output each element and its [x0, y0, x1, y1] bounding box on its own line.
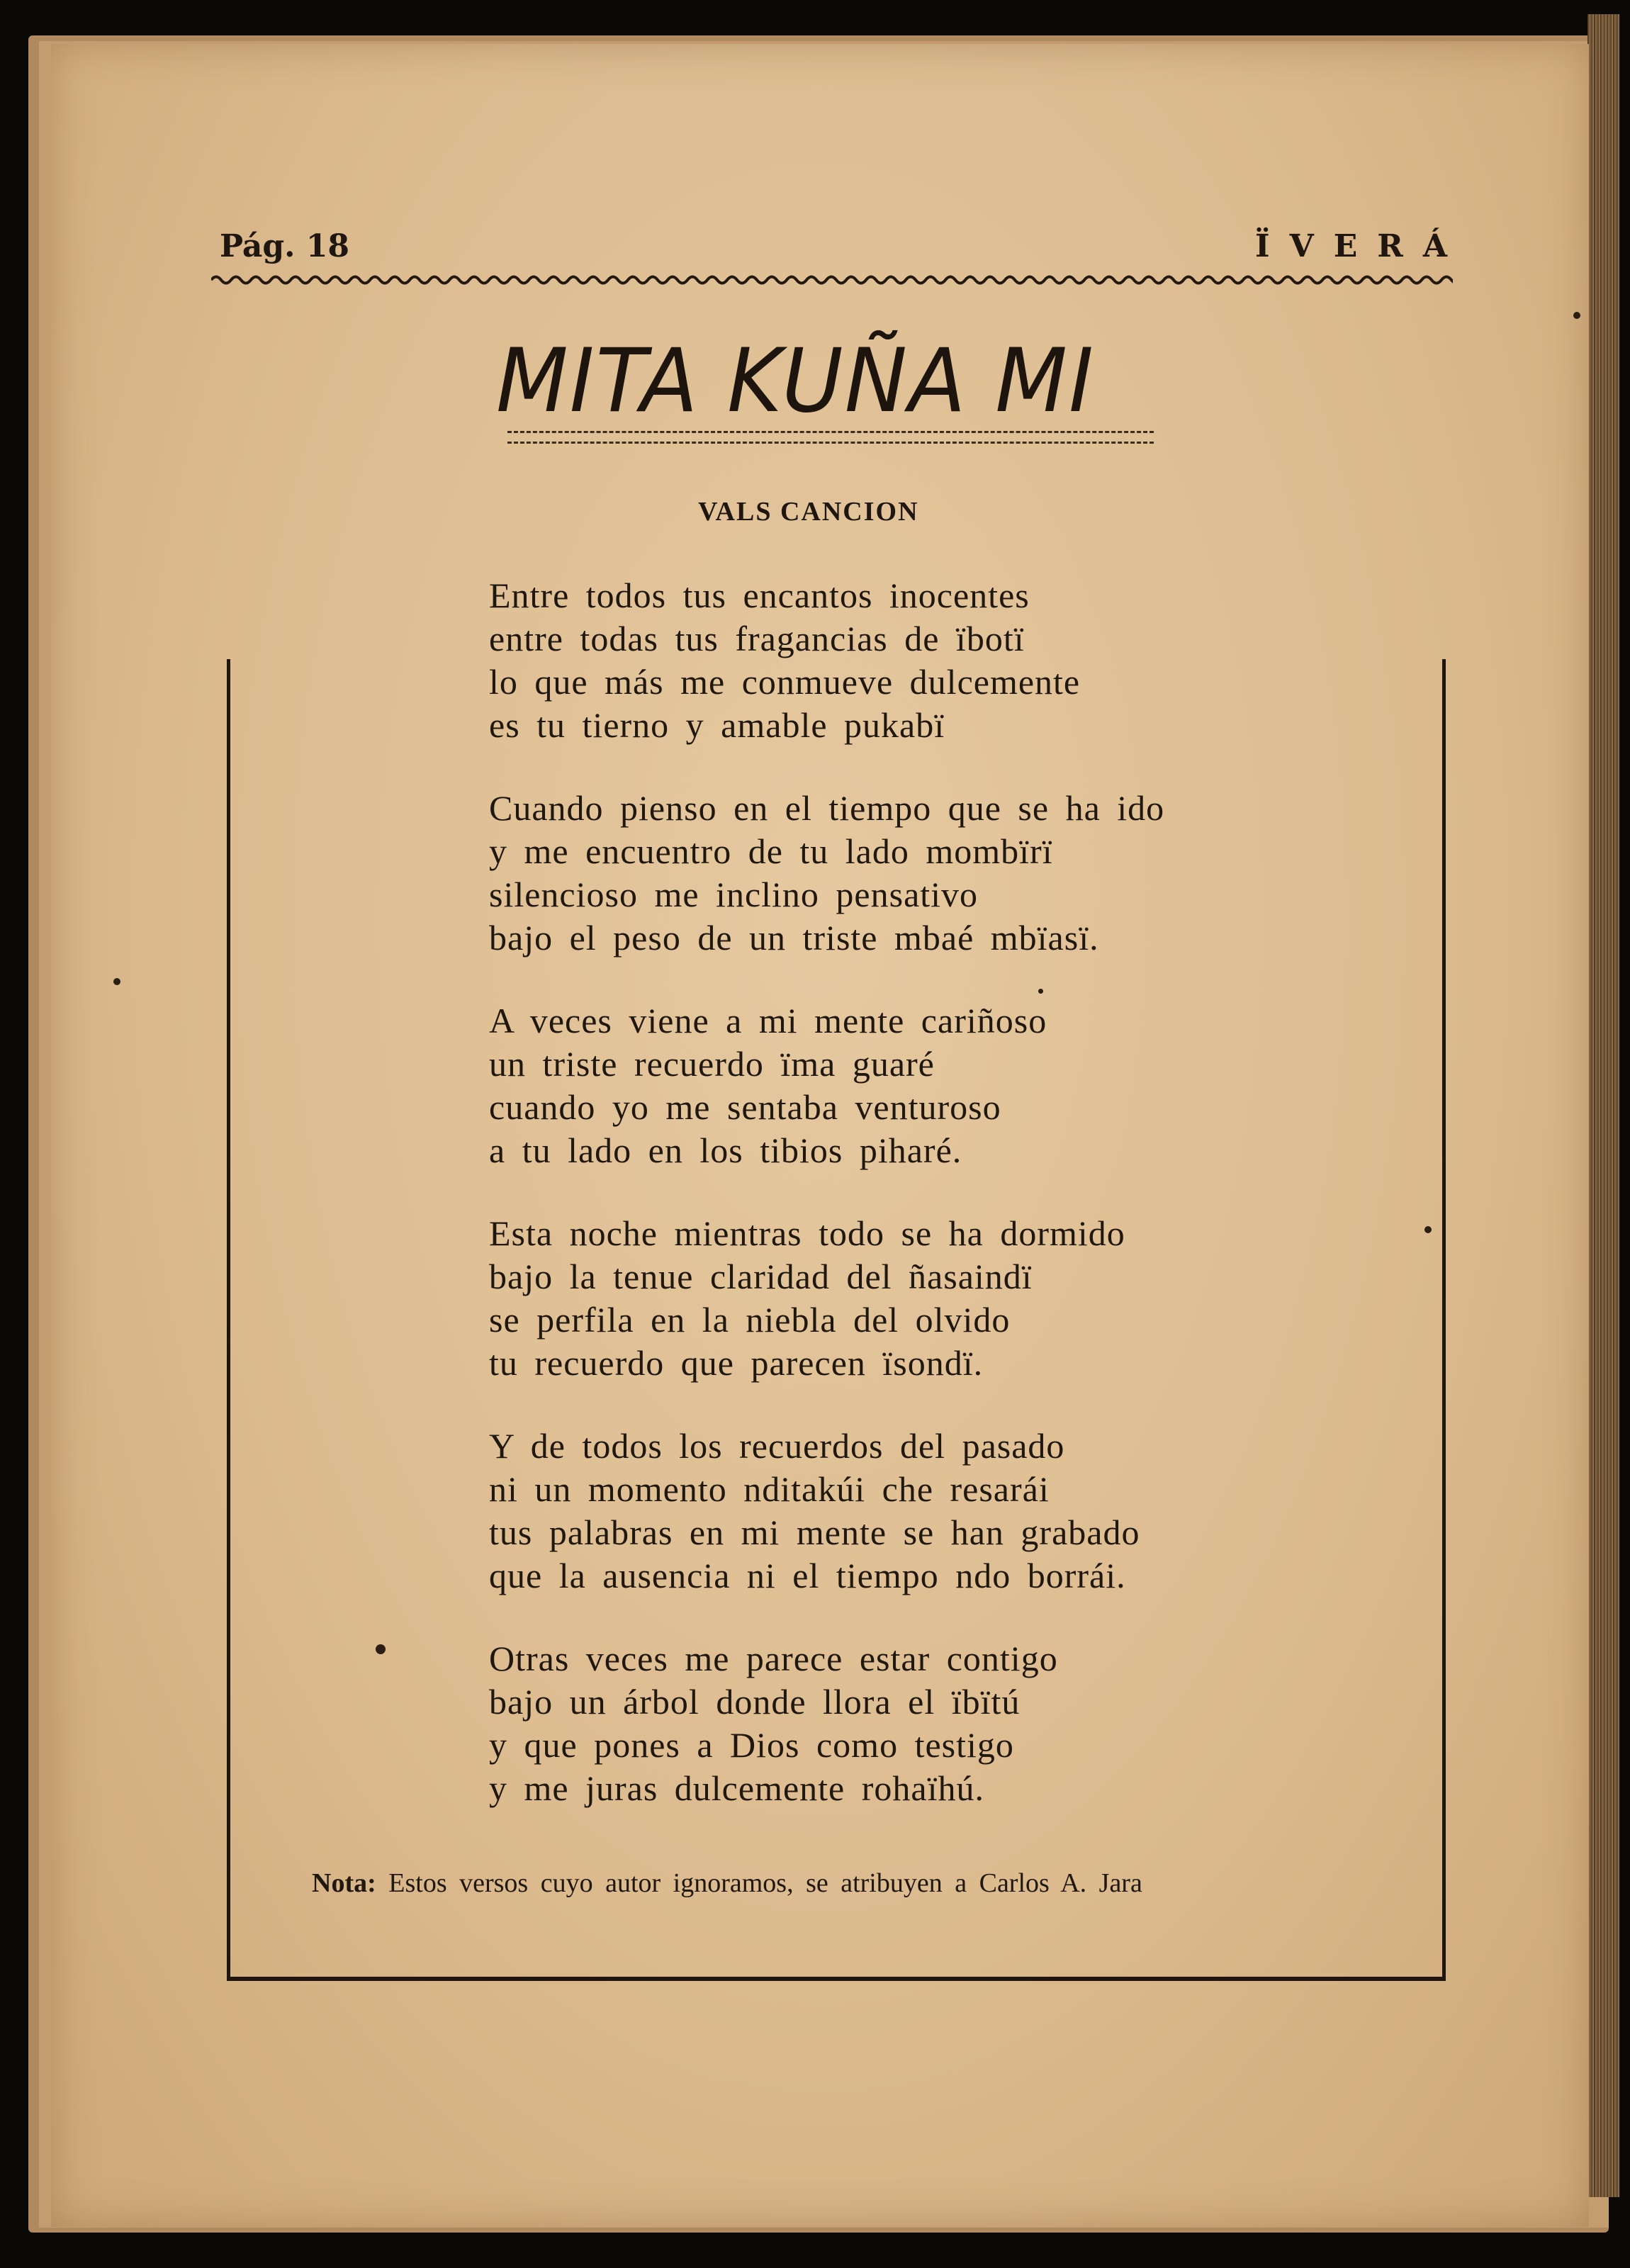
- verse-line: que la ausencia ni el tiempo ndo borrái.: [489, 1556, 1126, 1595]
- verse-line: Y de todos los recuerdos del pasado: [489, 1426, 1065, 1466]
- verse-line: lo que más me conmueve dulcemente: [489, 662, 1081, 702]
- verse-line: un triste recuerdo ïma guaré: [489, 1044, 935, 1084]
- verse-line: a tu lado en los tibios piharé.: [489, 1130, 962, 1170]
- verse-line: silencioso me inclino pensativo: [489, 875, 979, 914]
- magazine-title: ÏVERÁ: [1255, 228, 1467, 264]
- verse-line: Cuando pienso en el tiempo que se ha ido: [489, 788, 1165, 828]
- verse-line: bajo el peso de un triste mbaé mbïasï.: [489, 918, 1099, 958]
- verse-line: entre todas tus fragancias de ïbotï: [489, 619, 1025, 658]
- poem-subtitle: VALS CANCION: [698, 497, 919, 527]
- note-text: Estos versos cuyo autor ignoramos, se atribuyen a Carlos A. Jara: [388, 1868, 1142, 1898]
- stanza: [489, 574, 1339, 747]
- binding-edge: [1587, 14, 1619, 2197]
- dust-speck: [1038, 989, 1043, 994]
- running-header: [220, 228, 1467, 271]
- verse-line: se perfila en la niebla del olvido: [489, 1300, 1011, 1340]
- dust-speck: [1424, 1226, 1432, 1233]
- dust-speck: [1573, 312, 1580, 319]
- page-number: Pág. 18: [220, 228, 350, 264]
- verse-line: tus palabras en mi mente se han grabado: [489, 1512, 1140, 1552]
- verse-line: Entre todos tus encantos inocentes: [489, 576, 1030, 615]
- poem-body: [489, 574, 1339, 1850]
- stanza: [489, 1637, 1339, 1810]
- note-label: Nota:: [312, 1868, 376, 1898]
- dust-speck: [113, 978, 120, 985]
- wavy-rule: [211, 272, 1453, 288]
- title-underline: [507, 431, 1154, 444]
- verse-line: y me juras dulcemente rohaïhú.: [489, 1768, 984, 1808]
- verse-line: y me encuentro de tu lado mombïrï: [489, 831, 1053, 871]
- verse-line: es tu tierno y amable pukabï: [489, 705, 945, 745]
- verse-line: Esta noche mientras todo se ha dormido: [489, 1213, 1125, 1253]
- stanza: [489, 999, 1339, 1172]
- verse-line: y que pones a Dios como testigo: [489, 1725, 1014, 1765]
- verse-line: A veces viene a mi mente cariñoso: [489, 1001, 1047, 1040]
- verse-line: bajo la tenue claridad del ñasaindï: [489, 1257, 1033, 1296]
- verse-line: ni un momento nditakúi che resarái: [489, 1469, 1050, 1509]
- stanza: [489, 787, 1339, 960]
- stanza: [489, 1212, 1339, 1385]
- verse-line: Otras veces me parece estar contigo: [489, 1639, 1058, 1678]
- attribution-note: [312, 1868, 1446, 1899]
- verse-line: bajo un árbol donde llora el ïbïtú: [489, 1682, 1021, 1722]
- dust-speck: [376, 1644, 386, 1654]
- verse-line: tu recuerdo que parecen ïsondï.: [489, 1343, 984, 1383]
- verse-line: cuando yo me sentaba venturoso: [489, 1087, 1001, 1127]
- stanza: [489, 1425, 1339, 1598]
- poem-title: MITA KUÑA MI: [496, 329, 1095, 432]
